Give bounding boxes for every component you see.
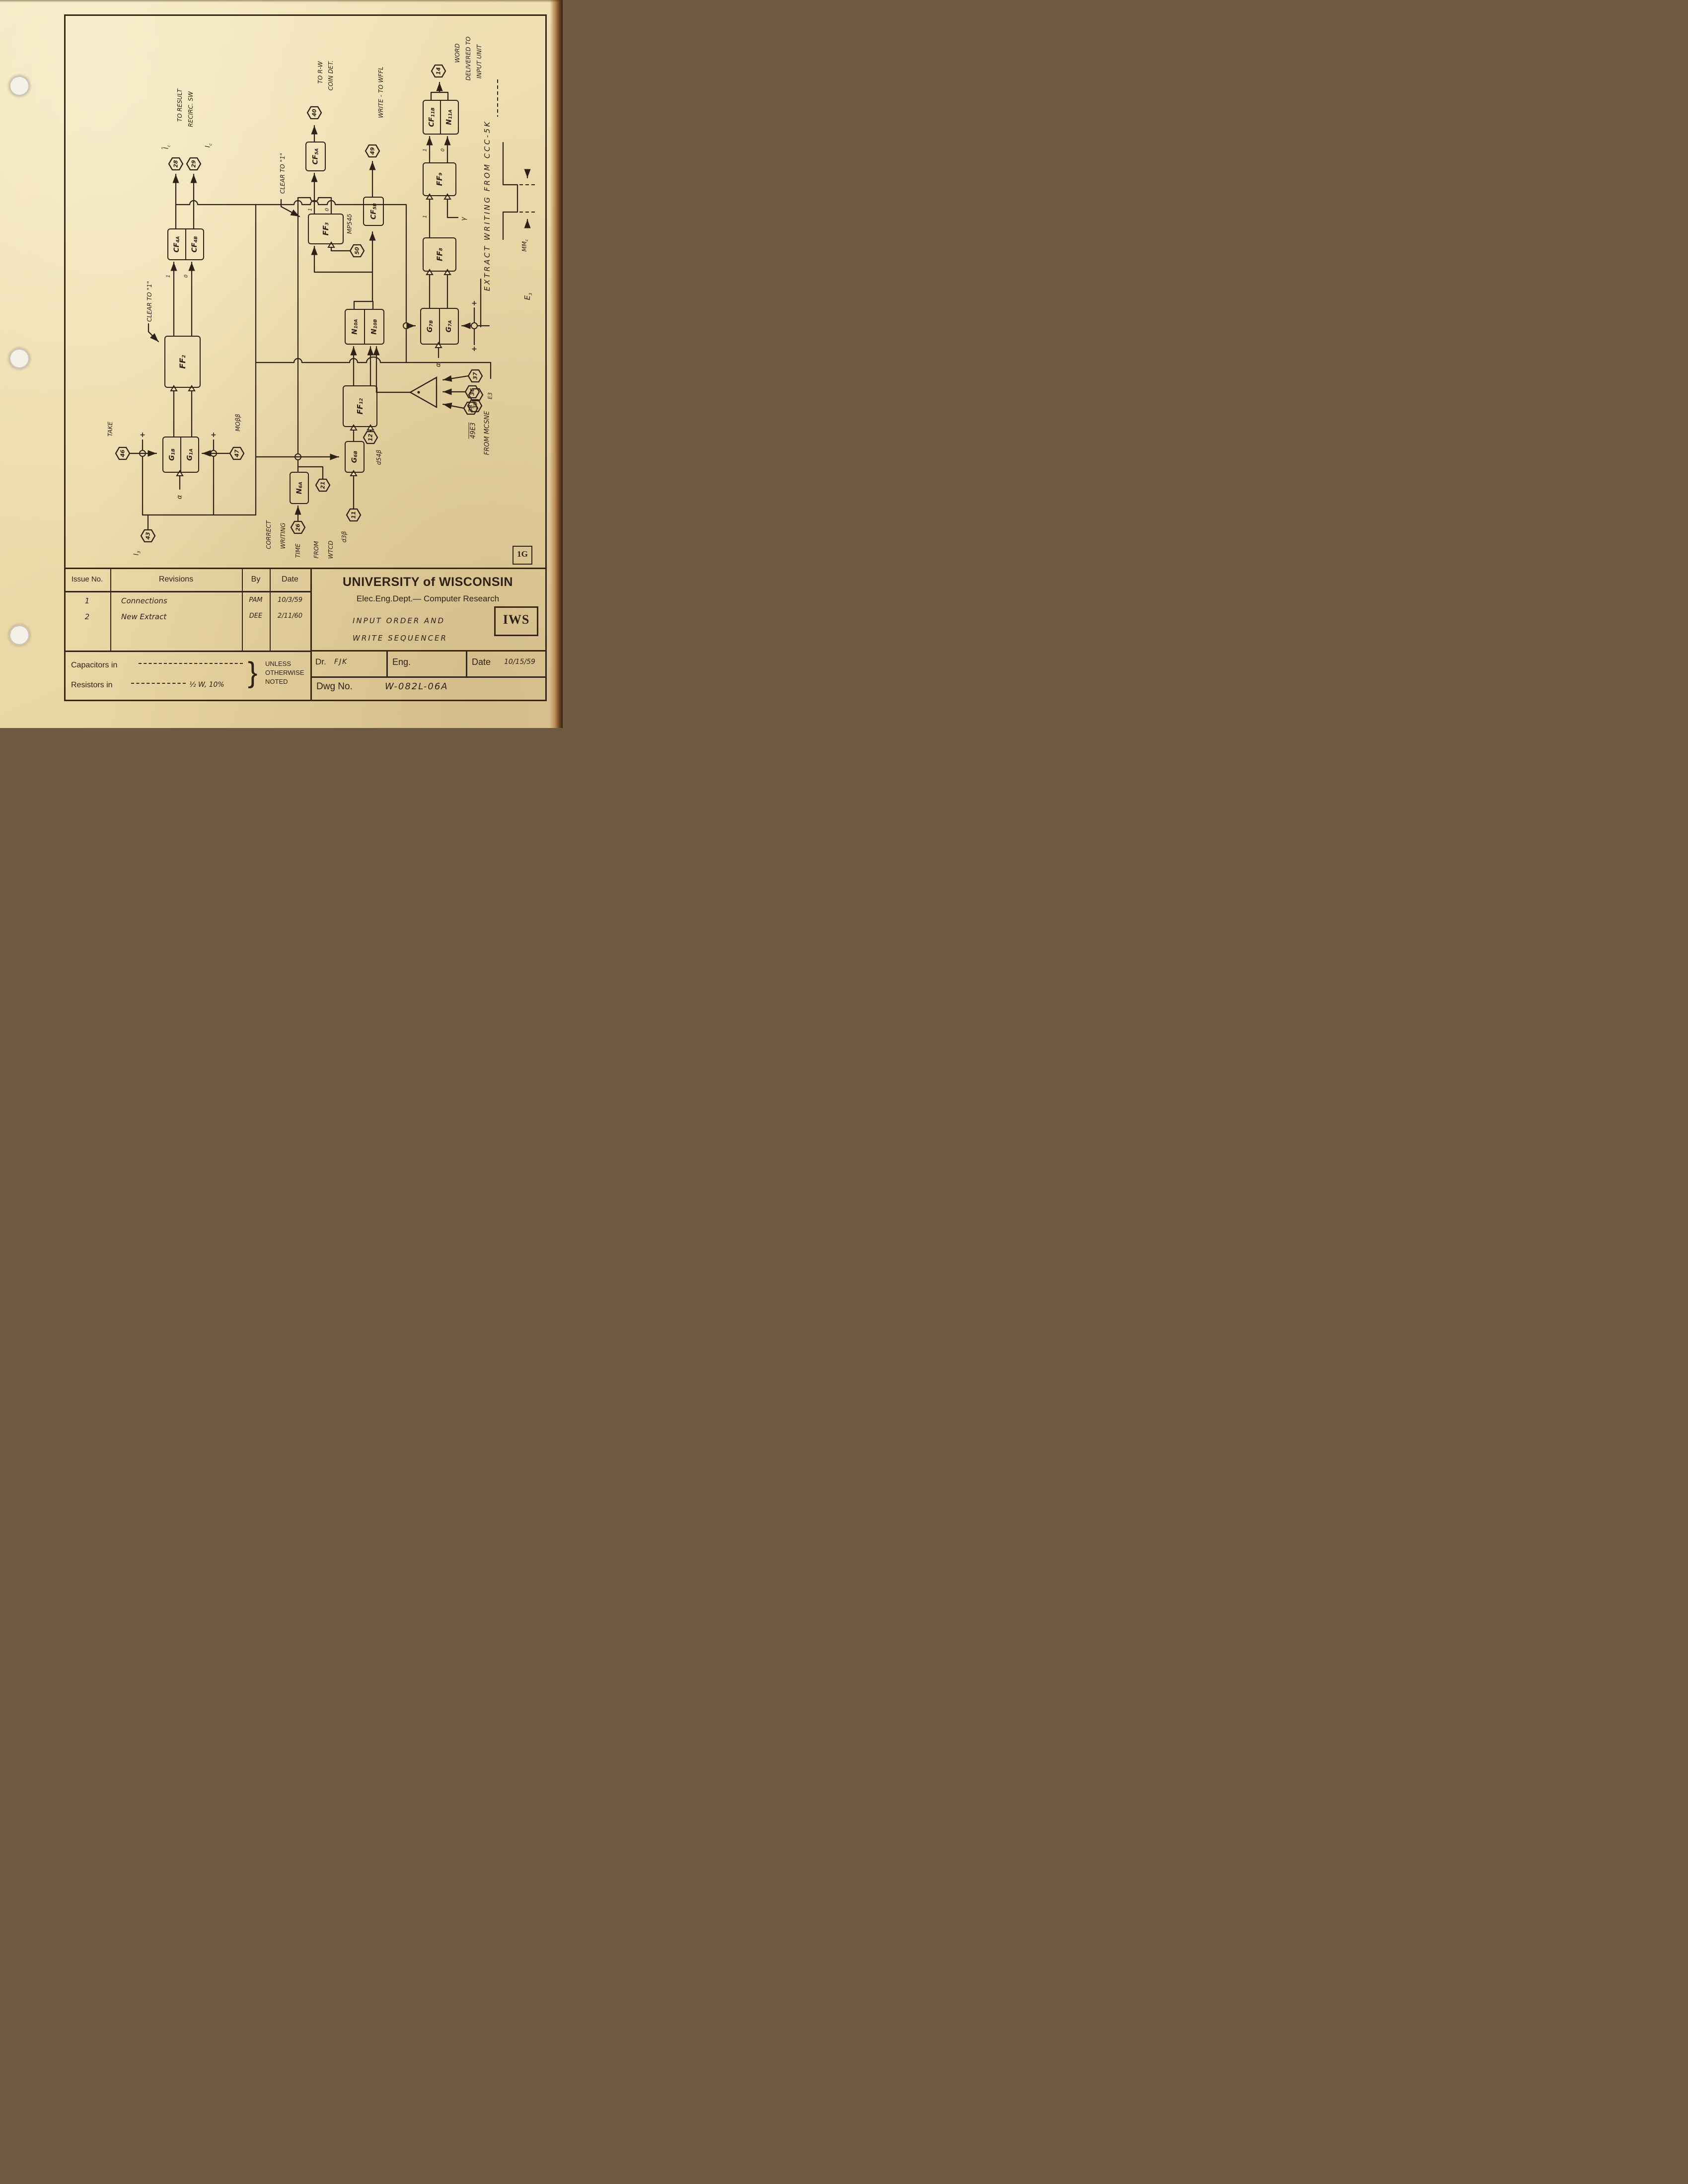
page-tag-box xyxy=(513,546,532,565)
label-ic: $I_c$ xyxy=(204,143,213,148)
plus-terminal-3: + xyxy=(471,299,477,307)
block-g6b: G 6B xyxy=(345,441,365,473)
rev-header-date: Date xyxy=(282,575,298,583)
unless-2: OTHERWISE xyxy=(265,669,304,676)
block-cf4: CF 4A CF 4B xyxy=(167,228,204,260)
date-label: Date xyxy=(472,657,491,667)
junction-circle xyxy=(471,323,477,329)
hex-14-number: 14 xyxy=(435,67,442,75)
resistors-label: Resistors in xyxy=(71,681,113,689)
drawing-sheet xyxy=(0,0,563,728)
label-ff8-out-1: 1 xyxy=(422,215,428,218)
block-ff2: FF 2 xyxy=(164,336,201,388)
unless-3: NOTED xyxy=(265,678,288,685)
label-gamma: γ xyxy=(460,217,468,221)
label-alpha-g1: α xyxy=(176,495,184,500)
hex-36-number: 36 xyxy=(469,388,476,396)
revisions-table: Issue No. Revisions By Date 1 Connections PAM 10/3/59 2 New Extract DEE 2/11/60 xyxy=(64,568,312,652)
label-clear-to-1-ff3: CLEAR TO "1" xyxy=(279,152,286,194)
hex-46-number: 46 xyxy=(119,449,126,457)
punch-hole-top xyxy=(9,75,30,96)
label-from: FROM xyxy=(313,541,320,559)
dr-label: Dr. xyxy=(315,657,326,666)
label-ff2-out-0: 0 xyxy=(183,274,189,278)
label-ic-bar: $I_c$ xyxy=(162,145,171,149)
dwg-label: Dwg No. xyxy=(316,681,353,692)
label-mobb: MOββ xyxy=(234,414,241,432)
paper-edge xyxy=(550,0,563,728)
title-block xyxy=(310,568,545,700)
buffer-triangle-icon xyxy=(410,377,437,407)
label-time: TIME xyxy=(294,543,301,558)
hex-49-number: 49 xyxy=(369,147,376,155)
block-ff8: FF 8 xyxy=(423,237,456,272)
label-word-3: INPUT UNIT xyxy=(476,44,483,79)
date-value: 10/15/59 xyxy=(504,658,535,666)
hex-28-number: 28 xyxy=(172,160,179,168)
block-n10: N 10A N 10B xyxy=(345,309,384,345)
junction-circle xyxy=(403,323,409,329)
notes-brace: } xyxy=(248,656,258,689)
block-g7: G 7B G 7A xyxy=(420,308,459,345)
label-mmc: $MM_c$ xyxy=(520,239,529,252)
label-to-result-1: TO RESULT xyxy=(176,88,183,122)
label-49e3: 49E3 xyxy=(469,422,477,439)
label-alpha-g7: α xyxy=(435,363,442,367)
label-to-result-2: RECIRC. SW xyxy=(187,91,194,127)
rev-header-issue: Issue No. xyxy=(71,575,103,583)
block-ff3: FF 3 xyxy=(308,214,344,244)
iws-stamp: IWS xyxy=(503,612,530,627)
label-ff3-out-1: 1 xyxy=(307,208,313,212)
block-cf5b: CF 5B xyxy=(363,197,384,226)
label-e3-big: $E_3$ xyxy=(523,292,533,300)
drawing-title-2: WRITE SEQUENCER xyxy=(353,634,447,643)
hex-26-number: 26 xyxy=(294,523,301,531)
label-take: TAKE xyxy=(107,422,114,437)
iws-stamp-box xyxy=(494,606,538,636)
hex-47-number: 47 xyxy=(233,449,240,457)
unless-1: UNLESS xyxy=(265,660,292,667)
plus-terminal-1: + xyxy=(140,431,146,439)
rev-header-by: By xyxy=(251,575,261,583)
hex-50-number: 50 xyxy=(354,247,361,255)
label-ff2-out-1: 1 xyxy=(165,274,171,278)
label-extract-writing: EXTRACT WRITING FROM CCC-5K xyxy=(483,120,492,291)
label-writing: WRITING xyxy=(280,522,287,549)
hex-40-number: 40 xyxy=(311,109,318,117)
page-tag: 1G xyxy=(517,549,528,559)
block-ff9: FF 9 xyxy=(423,162,456,196)
resistor-spec: ½ W, 10% xyxy=(189,681,224,689)
label-e3-small: E3 xyxy=(487,392,494,399)
hex-21-number: 21 xyxy=(319,481,326,489)
eng-label: Eng. xyxy=(392,657,411,667)
label-to-rw-1: TO R-W xyxy=(317,61,324,84)
dr-value: FJK xyxy=(334,658,348,666)
label-word-1: WORD xyxy=(454,43,461,63)
hex-37-number: 37 xyxy=(472,372,479,380)
hex-39-number: 39 xyxy=(472,401,479,409)
label-d3b: d3β xyxy=(341,531,348,543)
label-word-2: DELIVERED TO xyxy=(465,36,472,81)
plus-terminal-2: + xyxy=(211,431,217,439)
department-title: Elec.Eng.Dept.— Computer Research xyxy=(356,594,500,603)
hex-12-number: 12 xyxy=(367,434,374,441)
plus-terminal-4: + xyxy=(471,345,477,353)
punch-hole-bottom xyxy=(9,625,30,646)
dwg-value: W-082L-06A xyxy=(385,681,448,692)
paper-edge-top xyxy=(0,0,563,2)
label-ff9-out-1: 1 xyxy=(422,148,428,152)
notes-box xyxy=(64,651,312,700)
hex-38-number: 38 xyxy=(467,405,474,413)
label-to-rw-2: COIN DET. xyxy=(327,60,334,91)
capacitors-label: Capacitors in xyxy=(71,661,118,669)
hex-29-number: 29 xyxy=(190,160,197,168)
block-cf5a: CF 5A xyxy=(305,142,326,171)
hex-11-number: 11 xyxy=(350,511,357,519)
label-mp54d: MP54δ xyxy=(346,214,353,234)
rev-header-revisions: Revisions xyxy=(158,575,194,583)
label-ff9-out-0: 0 xyxy=(440,148,446,152)
punch-hole-middle xyxy=(9,348,30,369)
label-correct: CORRECT xyxy=(265,520,272,549)
block-n6a: N 6A xyxy=(290,472,309,504)
block-ff12: FF 12 xyxy=(343,385,377,427)
hex-43-number: 43 xyxy=(145,532,151,540)
label-write-wffl: WRITE - TO WFFL xyxy=(377,67,384,118)
block-g1: G 1B G 1A xyxy=(162,437,199,473)
label-i3: $I_3$ xyxy=(133,551,142,556)
university-title: UNIVERSITY of WISCONSIN xyxy=(342,575,513,589)
drawing-title-1: INPUT ORDER AND xyxy=(353,616,445,625)
label-ff3-out-0: 0 xyxy=(324,208,330,212)
label-wtcd: WTCD xyxy=(327,540,334,559)
label-from-mcsne: FROM MCSNE xyxy=(483,411,491,455)
label-clear-to-1-ff2: CLEAR TO "1" xyxy=(146,281,153,322)
block-cf11-n11: CF 11B N 11A xyxy=(423,100,459,135)
label-d54b: d54β xyxy=(375,449,382,465)
